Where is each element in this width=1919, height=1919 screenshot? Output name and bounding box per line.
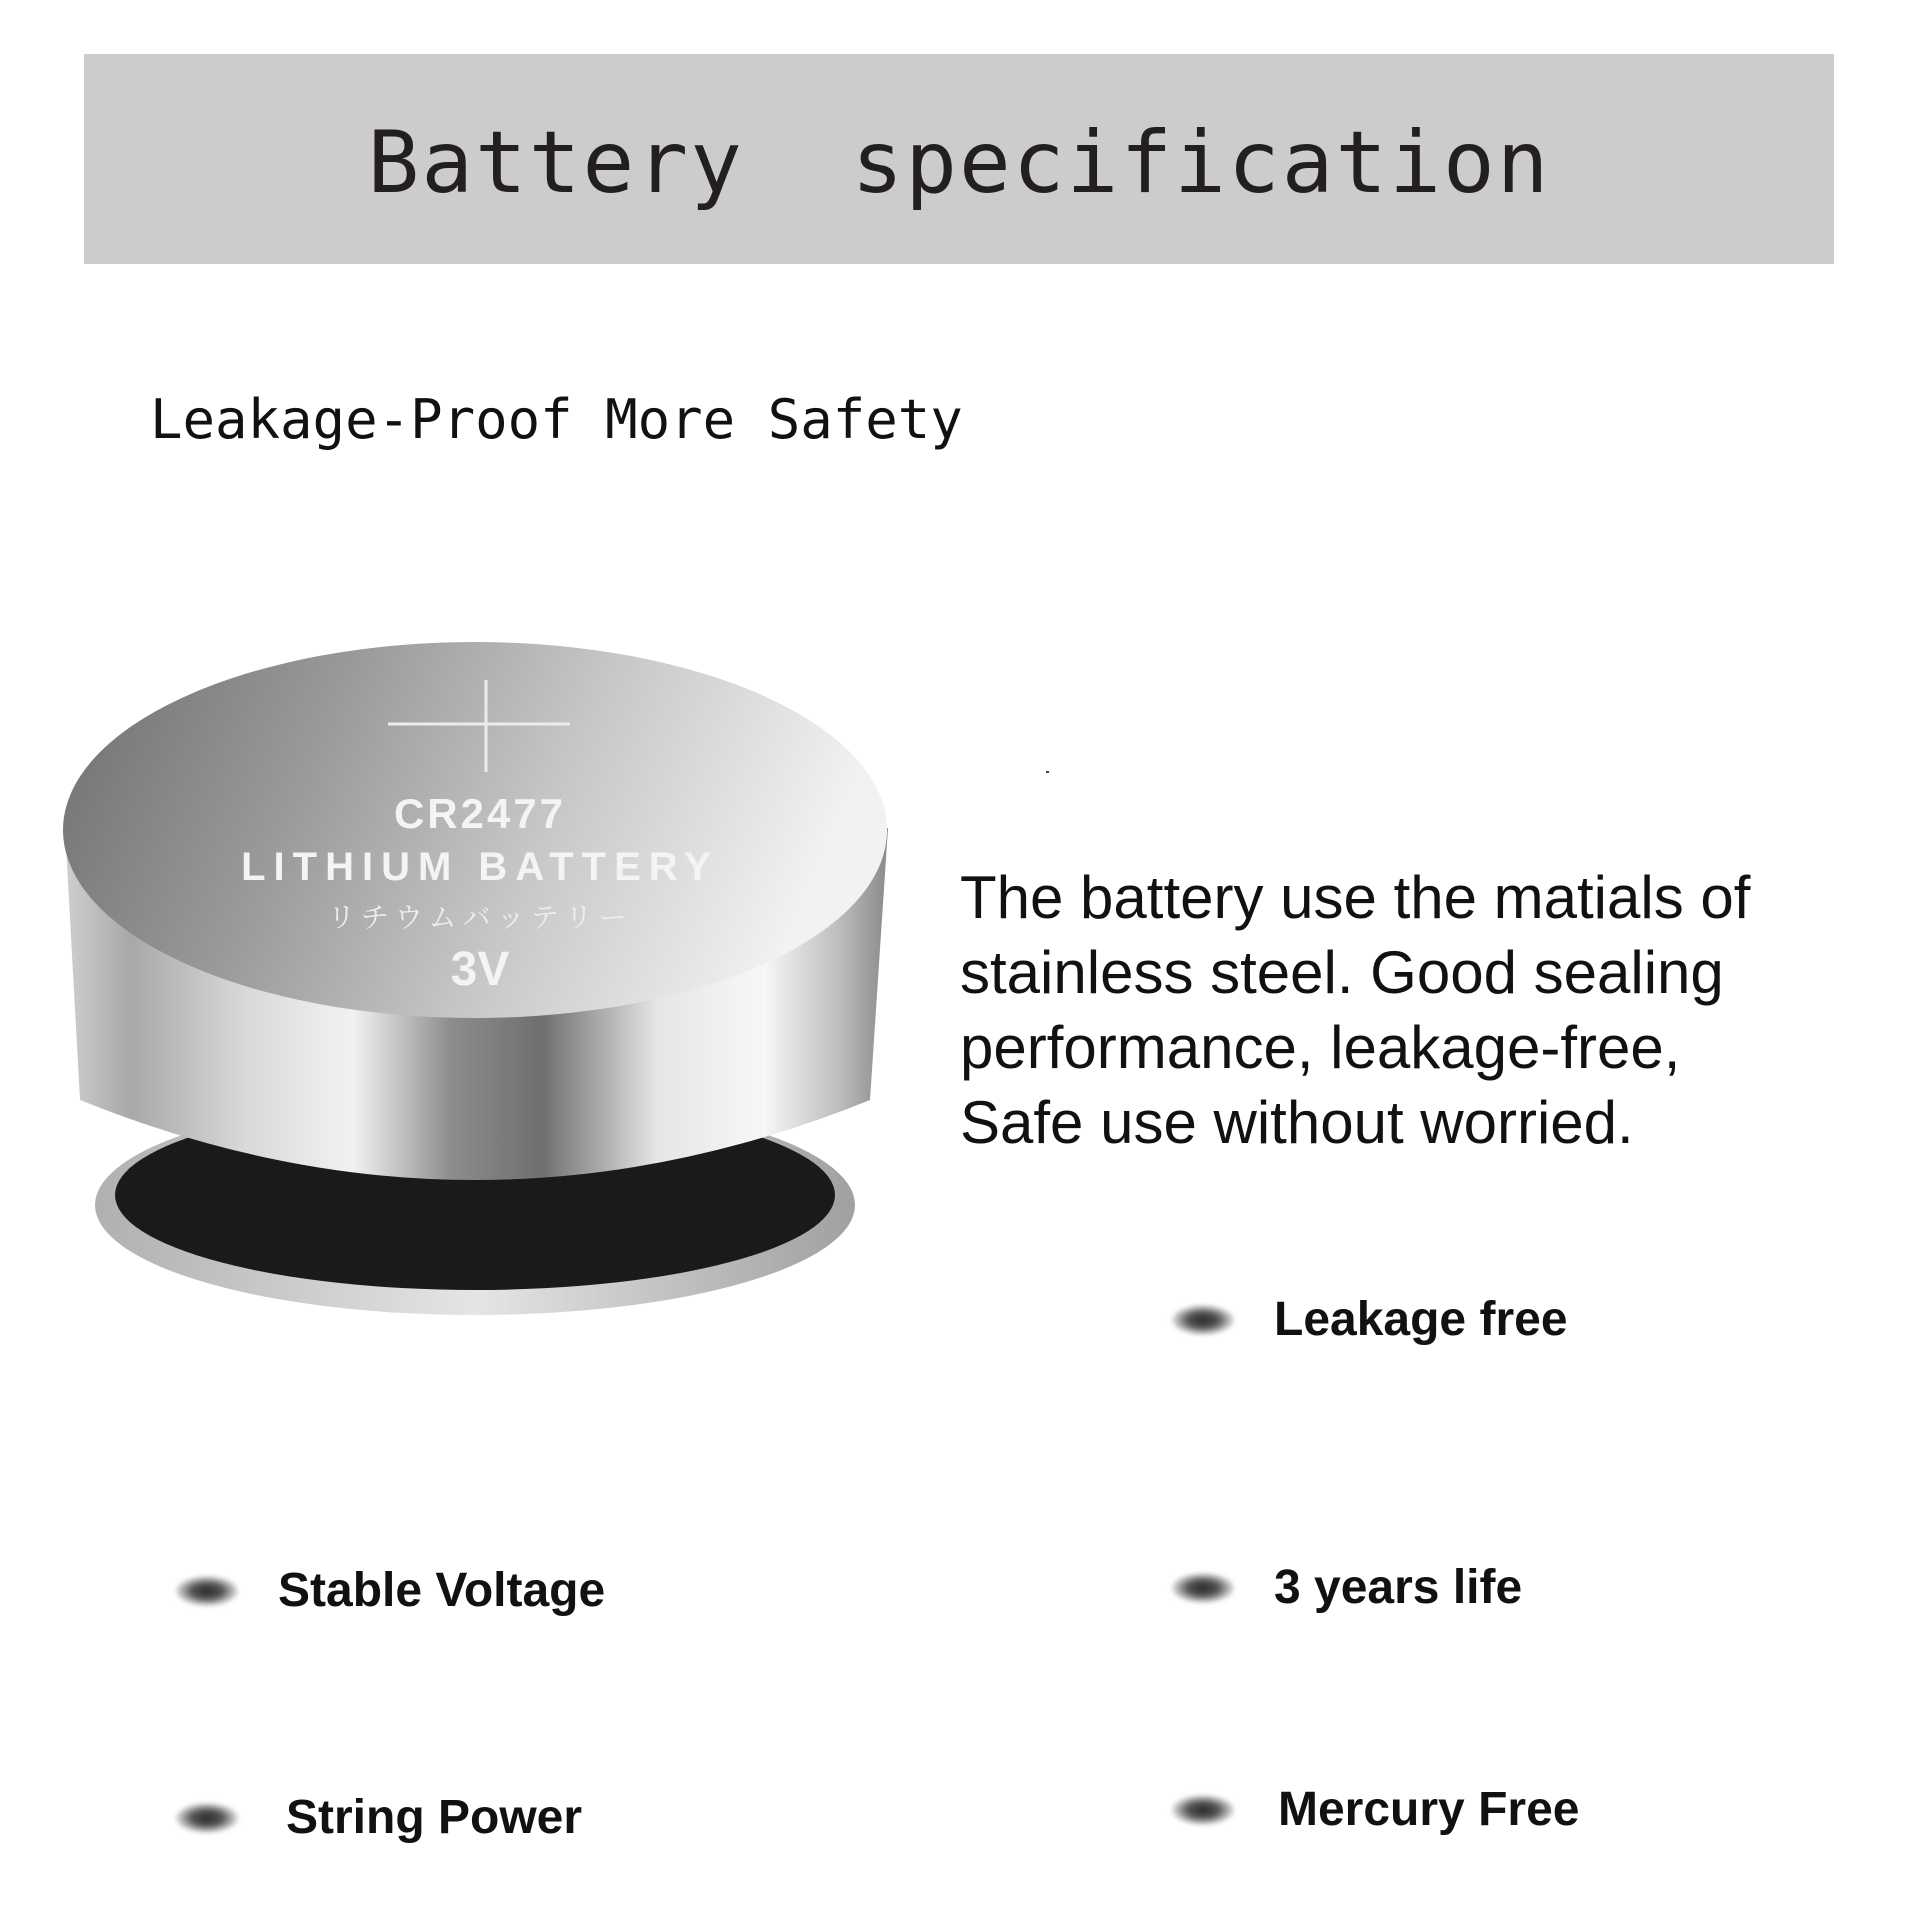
feature-stable-voltage [176, 1563, 605, 1618]
subtitle: Leakage-Proof More Safety [150, 388, 963, 451]
feature-label: Stable Voltage [278, 1564, 606, 1617]
feature-label: 3 years life [1274, 1561, 1523, 1614]
feature-mercury-free [1172, 1782, 1579, 1837]
feature-leakage-free [1172, 1292, 1568, 1347]
description-line: Safe use without worried. [960, 1089, 1634, 1156]
bullet-dot-icon [1172, 1305, 1234, 1335]
description-text [960, 860, 1880, 1160]
description-line: The battery use the matials of [960, 864, 1751, 931]
feature-label: Mercury Free [1278, 1783, 1580, 1836]
feature-label: Leakage free [1274, 1293, 1568, 1346]
feature-string-power [176, 1790, 582, 1845]
battery-type-label: LITHIUM BATTERY [241, 845, 719, 889]
speck-dot [1046, 771, 1049, 773]
bullet-dot-icon [1172, 1573, 1234, 1603]
bullet-dot-icon [176, 1803, 238, 1833]
feature-label: String Power [286, 1791, 583, 1844]
bullet-dot-icon [1172, 1795, 1234, 1825]
description-line: stainless steel. Good sealing [960, 939, 1724, 1006]
bullet-dot-icon [176, 1576, 238, 1606]
battery-image [50, 640, 910, 1340]
battery-voltage: 3V [450, 943, 510, 996]
battery-model: CR2477 [393, 790, 567, 837]
feature-3-years-life [1172, 1560, 1522, 1615]
header-band [84, 54, 1834, 264]
description-line: performance, leakage-free, [960, 1014, 1681, 1081]
battery-jp-label: リチウムバッテリー [327, 901, 633, 934]
page-title: Battery specification [367, 113, 1551, 213]
